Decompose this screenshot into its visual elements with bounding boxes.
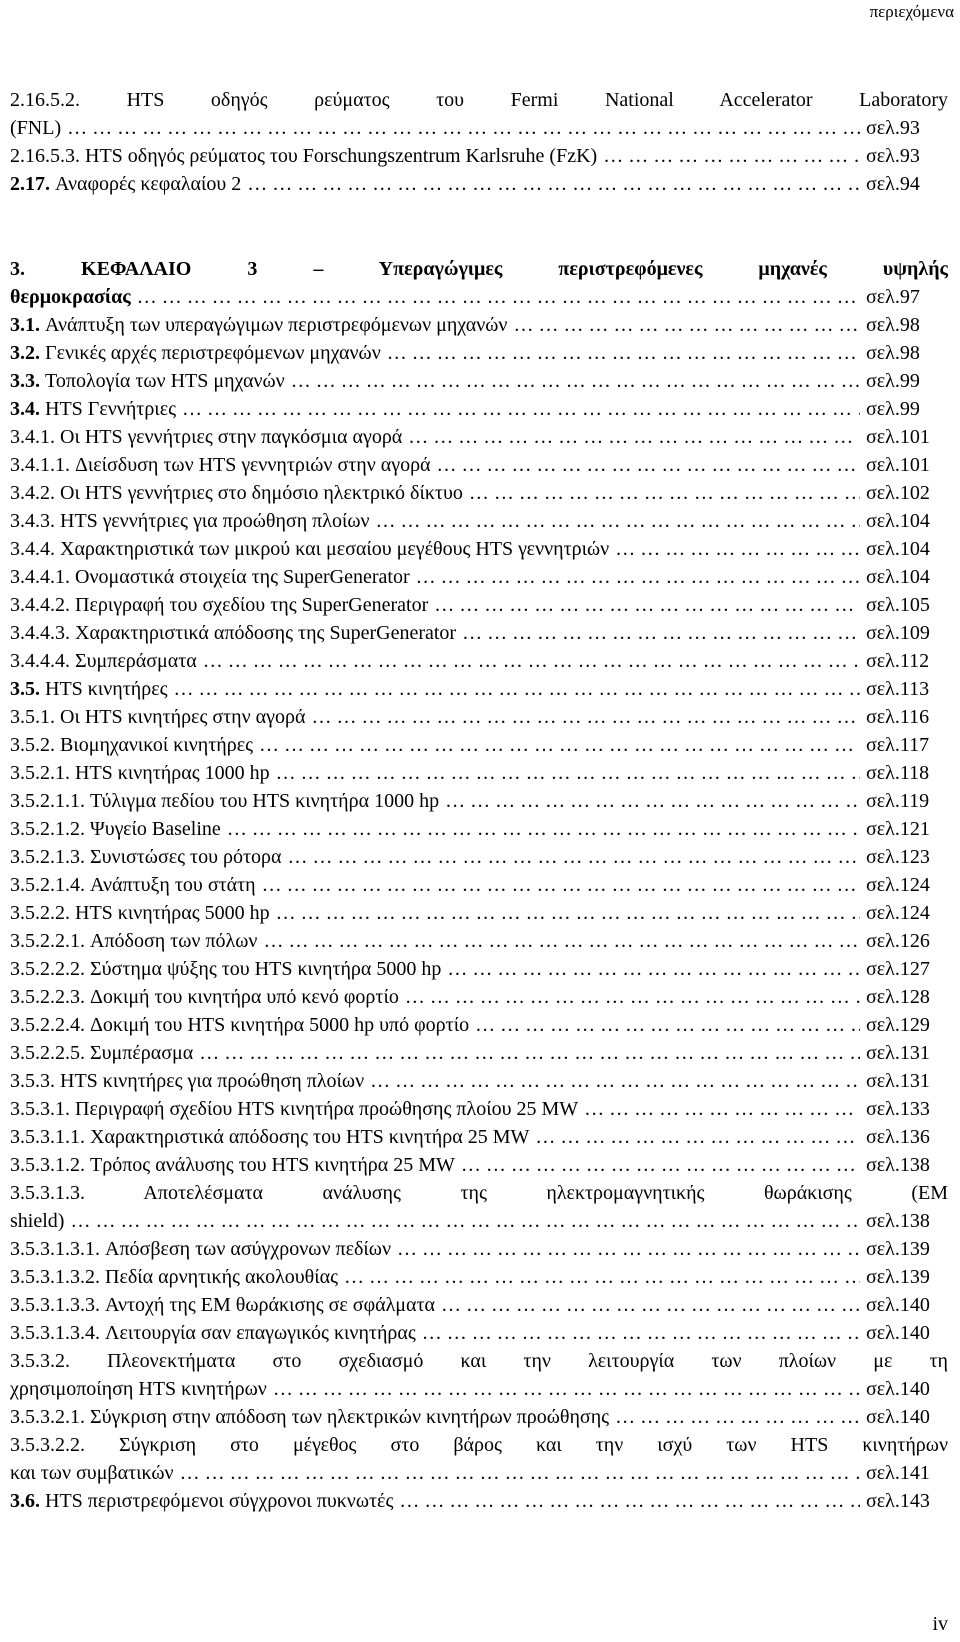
toc-entry-number: 3.5.2.1.4. [10, 874, 90, 896]
running-header: περιεχόμενα [869, 2, 954, 21]
toc-entry-title: Συμπέρασμα [90, 1042, 194, 1064]
toc-entry [10, 339, 948, 367]
toc-entry-page: σελ.119 [866, 790, 930, 812]
toc-entry-number: 3.5.2.1.2. [10, 818, 90, 840]
toc-entry-page: σελ.143 [866, 1490, 930, 1512]
toc-leader-dots [399, 1487, 860, 1515]
toc-entry-title: shield) [10, 1210, 65, 1232]
toc-leader-dots [469, 479, 860, 507]
toc-leader-dots [584, 1095, 860, 1123]
toc-entry-number: 3.5.2.2. [10, 902, 75, 924]
toc-entry-title: HTS κινητήρας 1000 hp [75, 762, 270, 784]
toc-entry-title: Οι HTS κινητήρες στην αγορά [60, 706, 306, 728]
toc-entry-number: 3.5.2.1.3. [10, 846, 90, 868]
toc-entry [10, 619, 948, 647]
toc-entry [10, 170, 948, 198]
toc-entry-number: 3.5.2.2.4. [10, 1014, 90, 1036]
toc-entry-number: 3.5.3.1.3.2. [10, 1266, 105, 1288]
toc-entry-number: 2.16.5.2. [10, 89, 80, 111]
toc-entry-page: σελ.97 [866, 286, 920, 308]
toc-entry-page: σελ.98 [866, 314, 920, 336]
toc-entry-page: σελ.101 [866, 426, 930, 448]
toc-leader-dots [387, 339, 860, 367]
toc-entry-number: 3.4.4.3. [10, 622, 75, 644]
toc-entry-page: σελ.133 [866, 1098, 930, 1120]
toc-entry-title: Ανάπτυξη των υπεραγώγιμων περιστρεφόμενων μηχανών [45, 314, 508, 336]
toc-entry [10, 1487, 948, 1515]
toc-entry-title: Οι HTS γεννήτριες στο δημόσιο ηλεκτρικό δίκτυο [60, 482, 463, 504]
toc-entry [10, 731, 948, 759]
toc-leader-dots [262, 871, 860, 899]
toc-entry-title: Περιγραφή σχεδίου HTS κινητήρα προώθησης πλοίου 25 MW [75, 1098, 579, 1120]
toc-entry-title-line: Πλεονεκτήματα στο σχεδιασμό και την λειτουργία των πλοίων με τη [70, 1350, 948, 1372]
toc-leader-dots [273, 1375, 860, 1403]
toc-entry [10, 451, 948, 479]
toc-entry-number: 3.5.2.2.5. [10, 1042, 90, 1064]
toc-entry-first-line [10, 255, 948, 283]
toc-entry-number: 3.5. [10, 678, 45, 700]
toc-entry [10, 423, 948, 451]
toc-entry-page: σελ.121 [866, 818, 930, 840]
toc-entry-number: 3. [10, 258, 25, 280]
toc-entry-number: 3.5.1. [10, 706, 60, 728]
toc-entry-title: Απόσβεση των ασύγχρονων πεδίων [105, 1238, 391, 1260]
toc-entry-title: Ψυγείο Baseline [90, 818, 221, 840]
toc-entry-page: σελ.94 [866, 173, 920, 195]
toc-entry-page: σελ.118 [866, 762, 930, 784]
toc-entry-page: σελ.127 [866, 958, 930, 980]
toc-entry [10, 114, 948, 142]
toc-leader-dots [461, 1151, 860, 1179]
toc-entry-number: 3.3. [10, 370, 45, 392]
toc-entry-number: 3.5.3.1.3.3. [10, 1294, 105, 1316]
toc-entry-title-line: Σύγκριση στο μέγεθος στο βάρος και την ισχύ των HTS κινητήρων [85, 1434, 948, 1456]
page-number: iv [932, 1613, 948, 1635]
toc-entry [10, 283, 948, 311]
toc-entry-title: Τοπολογία των HTS μηχανών [45, 370, 285, 392]
toc-leader-dots [615, 1403, 860, 1431]
toc-entry-number: 3.4.4. [10, 538, 60, 560]
toc-entry-title: Απόδοση των πόλων [90, 930, 258, 952]
toc-entry-title: θερμοκρασίας [10, 286, 131, 308]
toc-leader-dots [70, 1207, 860, 1235]
toc-leader-dots [344, 1263, 860, 1291]
toc-entry [10, 1319, 948, 1347]
toc-entry-number: 3.5.2.1. [10, 762, 75, 784]
toc-leader-dots [287, 843, 860, 871]
toc-entry-page: σελ.93 [866, 117, 920, 139]
toc-leader-dots [203, 647, 860, 675]
toc-entry-title: HTS Γεννήτριες [45, 398, 177, 420]
toc-entry-title: Γενικές αρχές περιστρεφόμενων μηχανών [45, 342, 381, 364]
toc-entry-page: σελ.123 [866, 846, 930, 868]
toc-leader-dots [416, 563, 860, 591]
toc-entry-first-line [10, 1179, 948, 1207]
toc-entry [10, 1291, 948, 1319]
toc-entry [10, 367, 948, 395]
toc-entry-page: σελ.102 [866, 482, 930, 504]
toc-entry-number: 3.4.2. [10, 482, 60, 504]
toc-leader-dots [437, 451, 860, 479]
toc-entry-title: Αναφορές κεφαλαίου 2 [55, 173, 242, 195]
toc-entry-number: 3.5.3.1.3.1. [10, 1238, 105, 1260]
toc-entry-title: HTS περιστρεφόμενοι σύγχρονοι πυκνωτές [45, 1490, 394, 1512]
toc-entry [10, 787, 948, 815]
toc-entry-page: σελ.117 [866, 734, 930, 756]
toc-entry [10, 1403, 948, 1431]
toc-entry-title: Χαρακτηριστικά απόδοσης του HTS κινητήρα 25 MW [90, 1126, 530, 1148]
toc-leader-dots [227, 815, 860, 843]
toc-entry [10, 647, 948, 675]
toc-entry-page: σελ.140 [866, 1378, 930, 1400]
toc-entry-number: 3.5.3. [10, 1070, 60, 1092]
toc-entry-title: HTS γεννήτριες για προώθηση πλοίων [60, 510, 370, 532]
toc-entry-number: 3.5.2. [10, 734, 60, 756]
toc-entry-number: 3.5.3.2.2. [10, 1434, 85, 1456]
toc-entry-number: 3.2. [10, 342, 45, 364]
toc-leader-dots [535, 1123, 860, 1151]
toc-entry-title: HTS κινητήρες για προώθηση πλοίων [60, 1070, 365, 1092]
toc-entry-page: σελ.139 [866, 1266, 930, 1288]
toc-entry-title: Χαρακτηριστικά των μικρού και μεσαίου μεγέθους HTS γεννητριών [60, 538, 610, 560]
toc-entry [10, 1067, 948, 1095]
toc-entry-number: 3.6. [10, 1490, 45, 1512]
toc-entry-page: σελ.124 [866, 902, 930, 924]
toc-entry-title: Τρόπος ανάλυσης του HTS κινητήρα 25 MW [90, 1154, 455, 1176]
toc-leader-dots [263, 927, 860, 955]
toc-entry-title: HTS κινητήρες [45, 678, 168, 700]
toc-entry-page: σελ.140 [866, 1322, 930, 1344]
toc-entry [10, 675, 948, 703]
toc-entry-page: σελ.138 [866, 1154, 930, 1176]
toc-entry-page: σελ.93 [866, 145, 920, 167]
toc-entry-title: Δοκιμή του HTS κινητήρα 5000 hp υπό φορτίο [90, 1014, 470, 1036]
toc-entry-page: σελ.104 [866, 566, 930, 588]
toc-leader-dots [422, 1319, 860, 1347]
toc-entry [10, 843, 948, 871]
toc-entry-number: 3.4.1. [10, 426, 60, 448]
toc-entry-title: Διείσδυση των HTS γεννητριών στην αγορά [75, 454, 431, 476]
toc-entry-title: Λειτουργία σαν επαγωγικός κινητήρας [105, 1322, 416, 1344]
toc-entry [10, 479, 948, 507]
toc-entry-title: Τύλιγμα πεδίου του HTS κινητήρα 1000 hp [90, 790, 440, 812]
toc-entry-title-line: ΚΕΦΑΛΑΙΟ 3 – Υπεραγώγιμες περιστρεφόμενες μηχανές υψηλής [25, 258, 948, 280]
toc-entry [10, 871, 948, 899]
toc-entry-number: 3.5.2.2.2. [10, 958, 90, 980]
toc-entry [10, 1095, 948, 1123]
toc-entry [10, 983, 948, 1011]
toc-entry-title: Δοκιμή του κινητήρα υπό κενό φορτίο [90, 986, 399, 1008]
toc-entry [10, 1459, 948, 1487]
toc-entry-first-line [10, 86, 948, 114]
toc-leader-dots [370, 1067, 860, 1095]
toc-entry-page: σελ.112 [866, 650, 930, 672]
toc-entry-number: 3.4.4.2. [10, 594, 75, 616]
toc-entry-title: χρησιμοποίηση HTS κινητήρων [10, 1378, 267, 1400]
toc-entry [10, 927, 948, 955]
toc-leader-dots [447, 955, 860, 983]
toc-entry-page: σελ.140 [866, 1294, 930, 1316]
toc-leader-dots [603, 142, 860, 170]
toc-entry-page: σελ.105 [866, 594, 930, 616]
toc-entry [10, 759, 948, 787]
toc-leader-dots [405, 983, 860, 1011]
toc-entry [10, 1123, 948, 1151]
toc-entry [10, 1375, 948, 1403]
toc-leader-dots [397, 1235, 860, 1263]
toc-entry-title: HTS κινητήρας 5000 hp [75, 902, 270, 924]
toc-leader-dots [259, 731, 860, 759]
toc-entry-page: σελ.131 [866, 1042, 930, 1064]
toc-leader-dots [174, 675, 860, 703]
toc-entry-title: Περιγραφή του σχεδίου της SuperGenerator [75, 594, 429, 616]
toc-entry-page: σελ.141 [866, 1462, 930, 1484]
toc-leader-dots [513, 311, 860, 339]
toc-entry-title: και των συμβατικών [10, 1462, 174, 1484]
toc-entry-page: σελ.116 [866, 706, 930, 728]
toc-leader-dots [441, 1291, 860, 1319]
toc-entry [10, 815, 948, 843]
toc-entry-title: Χαρακτηριστικά απόδοσης της SuperGenerator [75, 622, 457, 644]
toc-entry-number: 3.5.3.1. [10, 1098, 75, 1120]
toc-entry-page: σελ.99 [866, 370, 920, 392]
toc-entry-page: σελ.104 [866, 538, 930, 560]
toc-entry-title: Πεδία αρνητικής ακολουθίας [105, 1266, 339, 1288]
toc-entry-number: 3.5.2.2.1. [10, 930, 90, 952]
toc-entry-page: σελ.101 [866, 454, 930, 476]
toc-leader-dots [615, 535, 860, 563]
toc-entry-page: σελ.128 [866, 986, 930, 1008]
toc-entry-number: 3.5.2.2.3. [10, 986, 90, 1008]
toc-entry-number: 3.5.2.1.1. [10, 790, 90, 812]
toc-leader-dots [137, 283, 860, 311]
toc-entry-number: 3.5.3.1.2. [10, 1154, 90, 1176]
toc-entry-title: Συμπεράσματα [75, 650, 197, 672]
toc-entry [10, 955, 948, 983]
toc-leader-dots [182, 395, 860, 423]
toc-entry [10, 1039, 948, 1067]
toc-entry-number: 3.1. [10, 314, 45, 336]
toc-entry [10, 395, 948, 423]
toc-entry [10, 1263, 948, 1291]
table-of-contents [10, 86, 948, 1515]
toc-entry [10, 1235, 948, 1263]
toc-leader-dots [475, 1011, 860, 1039]
toc-entry-title: Οι HTS γεννήτριες στην παγκόσμια αγορά [60, 426, 403, 448]
toc-leader-dots [434, 591, 860, 619]
toc-entry-first-line [10, 1347, 948, 1375]
toc-entry-page: σελ.113 [866, 678, 930, 700]
toc-entry-title-line: HTS οδηγός ρεύματος του Fermi National Accelerator Laboratory [80, 89, 948, 111]
toc-leader-dots [67, 114, 860, 142]
toc-entry [10, 535, 948, 563]
toc-entry-page: σελ.124 [866, 874, 930, 896]
toc-entry-number: 3.5.3.1.3. [10, 1182, 85, 1204]
toc-entry-number: 3.4.3. [10, 510, 60, 532]
toc-leader-dots [445, 787, 860, 815]
toc-entry-page: σελ.140 [866, 1406, 930, 1428]
toc-entry [10, 1207, 948, 1235]
toc-entry-number: 2.16.5.3. [10, 145, 85, 167]
toc-entry-number: 3.5.3.1.3.4. [10, 1322, 105, 1344]
toc-entry-page: σελ.139 [866, 1238, 930, 1260]
toc-entry-number: 3.5.3.2.1. [10, 1406, 90, 1428]
toc-entry-title-line: Αποτελέσματα ανάλυσης της ηλεκτρομαγνητικής θωράκισης (EM [85, 1182, 948, 1204]
toc-entry [10, 591, 948, 619]
toc-entry-title: Συνιστώσες του ρότορα [90, 846, 282, 868]
toc-entry-page: σελ.136 [866, 1126, 930, 1148]
toc-entry-title: Ανάπτυξη του στάτη [90, 874, 256, 896]
toc-entry-title: Αντοχή της EM θωράκισης σε σφάλματα [105, 1294, 436, 1316]
toc-leader-dots [462, 619, 860, 647]
toc-entry-page: σελ.138 [866, 1210, 930, 1232]
toc-leader-dots [408, 423, 860, 451]
toc-leader-dots [291, 367, 860, 395]
toc-entry-title: (FNL) [10, 117, 62, 139]
toc-entry [10, 899, 948, 927]
toc-entry-number: 3.4.1.1. [10, 454, 75, 476]
toc-leader-dots [247, 170, 860, 198]
toc-leader-dots [276, 899, 860, 927]
toc-entry-title: Ονομαστικά στοιχεία της SuperGenerator [75, 566, 410, 588]
toc-leader-dots [276, 759, 860, 787]
toc-entry-title: HTS οδηγός ρεύματος του Forschungszentrum Karlsruhe (FzK) [85, 145, 598, 167]
toc-entry [10, 563, 948, 591]
toc-entry-number: 3.5.3.1.1. [10, 1126, 90, 1148]
toc-entry-title: Σύστημα ψύξης του HTS κινητήρα 5000 hp [90, 958, 442, 980]
toc-entry-page: σελ.129 [866, 1014, 930, 1036]
toc-entry [10, 142, 948, 170]
toc-leader-dots [376, 507, 860, 535]
toc-entry-page: σελ.104 [866, 510, 930, 532]
toc-leader-dots [199, 1039, 860, 1067]
toc-entry [10, 703, 948, 731]
toc-entry-number: 2.17. [10, 173, 55, 195]
toc-entry-number: 3.4. [10, 398, 45, 420]
toc-entry [10, 311, 948, 339]
toc-entry-number: 3.4.4.4. [10, 650, 75, 672]
toc-entry-page: σελ.109 [866, 622, 930, 644]
toc-entry-number: 3.4.4.1. [10, 566, 75, 588]
toc-entry-number: 3.5.3.2. [10, 1350, 70, 1372]
toc-leader-dots [180, 1459, 860, 1487]
toc-entry-title: Σύγκριση στην απόδοση των ηλεκτρικών κινητήρων προώθησης [90, 1406, 610, 1428]
toc-entry-first-line [10, 1431, 948, 1459]
toc-entry-page: σελ.99 [866, 398, 920, 420]
toc-entry-title: Βιομηχανικοί κινητήρες [60, 734, 254, 756]
toc-entry-page: σελ.126 [866, 930, 930, 952]
toc-leader-dots [311, 703, 860, 731]
toc-entry [10, 1011, 948, 1039]
toc-entry-page: σελ.98 [866, 342, 920, 364]
toc-entry-page: σελ.131 [866, 1070, 930, 1092]
toc-entry [10, 507, 948, 535]
toc-entry [10, 1151, 948, 1179]
